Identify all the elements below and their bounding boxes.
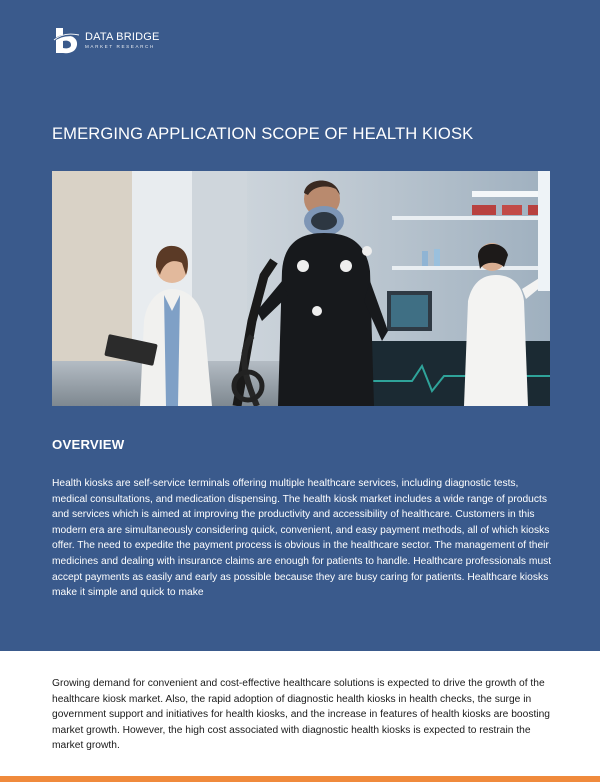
growth-paragraph: Growing demand for convenient and cost-effective healthcare solutions is expected to drive the growth of the healthcare kiosk market. Also, the rapid adoption of diagnostic health kiosks in health checks, the surge in government support and initiatives for health kiosks, and the increase in features of health kiosks are boosting market growth. However, the high cost associated with diagnostic health kiosks is expected to restrain the market growth. xyxy=(52,678,550,752)
overview-heading: OVERVIEW xyxy=(52,437,125,452)
brand-logo xyxy=(52,26,160,56)
hero-photo xyxy=(52,171,550,406)
overview-paragraph: Health kiosks are self-service terminals offering multiple healthcare services, including diagnostic tests, medical consultations, and medication dispensing. The health kiosk market includes a wide range of products and services which is aimed at improving the productivity and accessibility of healthcare. Customers in this modern era are simultaneously considering quick, convenient, and easy payment methods, all of which kiosks offer. The need to expedite the payment process is obvious in the healthcare sector. The management of their medicines and dealing with insurance claims are enough for patients to handle. Healthcare professionals must accept payments as easily and early as possible because they are busy caring for patients. Healthcare kiosks make it simple and quick to make xyxy=(52,478,552,599)
footer-accent-bar xyxy=(0,776,600,782)
logo-mark-icon xyxy=(52,26,80,56)
brand-name: DATA BRIDGE xyxy=(85,31,160,44)
page-title: EMERGING APPLICATION SCOPE OF HEALTH KIOSK xyxy=(52,124,474,143)
brand-tagline: MARKET RESEARCH xyxy=(85,44,155,50)
